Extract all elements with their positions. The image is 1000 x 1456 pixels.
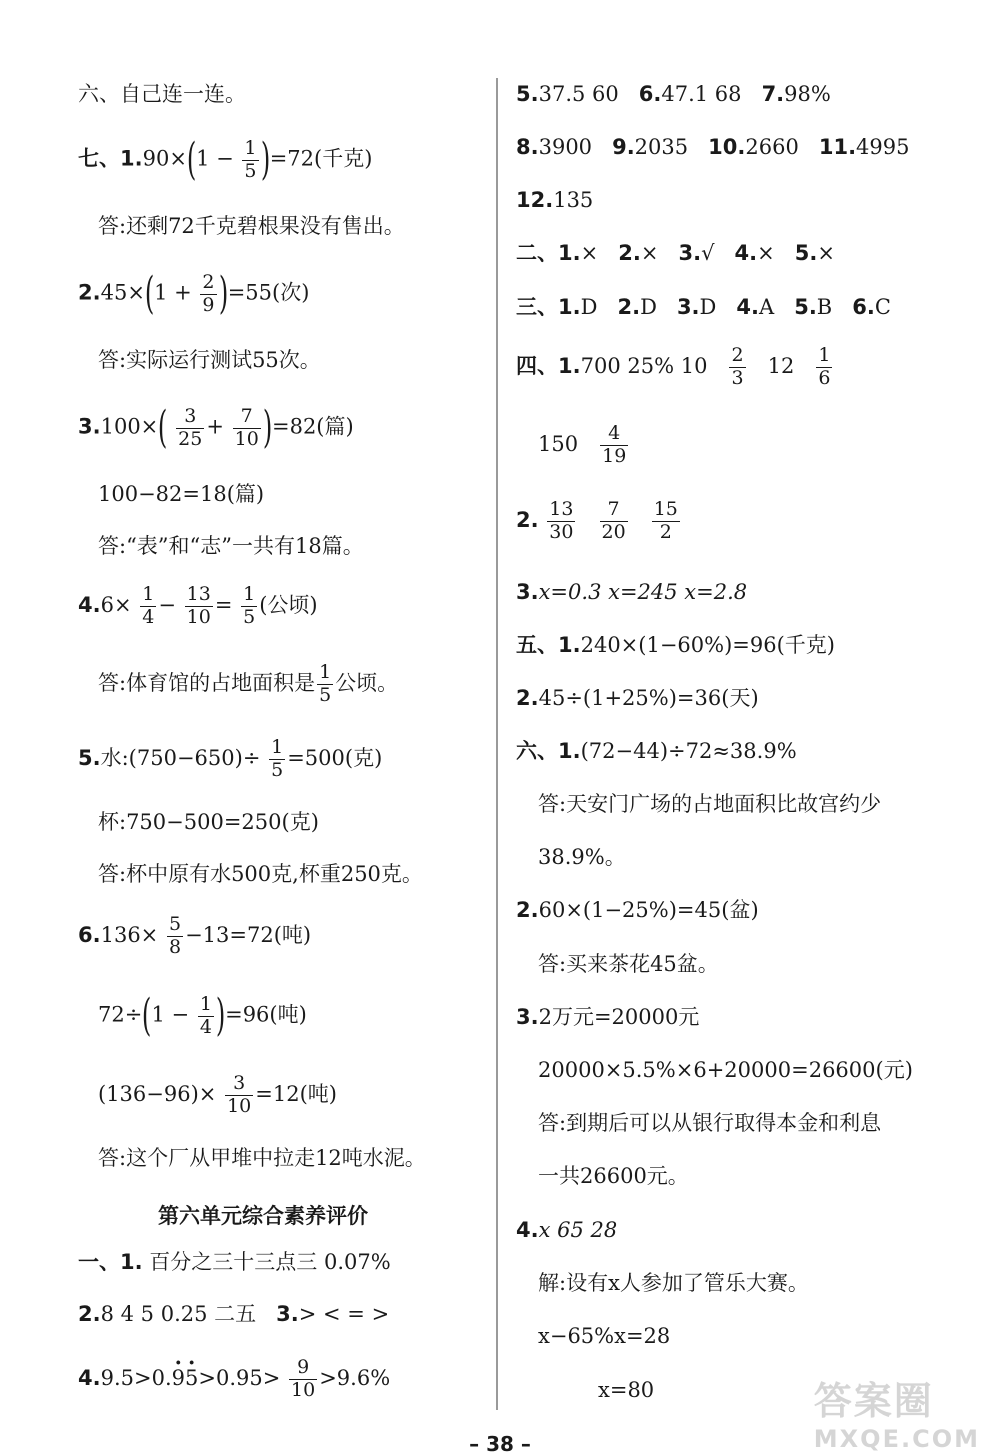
line-q7-4: 4.6× $\frac{1}{4}$ − $\frac{13}{10}$ = $\frac{1}{5}$ (公顷) bbox=[78, 583, 318, 628]
answer-q7-6: 答:这个厂从甲堆中拉走12吨水泥。 bbox=[98, 1146, 426, 1170]
line-q7-6: 6.136× $\frac{5}{8}$ −13=72(吨) bbox=[78, 913, 312, 958]
right-row-fill-1b: 150 $\frac{4}{19}$ bbox=[538, 422, 627, 467]
right-row-five-1: 五、1.240×(1−60%)=96(千克) bbox=[516, 633, 835, 657]
right-answer-six-2: 答:买来茶花45盆。 bbox=[538, 952, 719, 976]
answer-q7-3: 答:“表”和“志”一共有18篇。 bbox=[98, 534, 364, 558]
line-section-six: 六、自己连一连。 bbox=[78, 82, 246, 106]
line-q7-3-calc: 100−82=18(篇) bbox=[98, 482, 265, 506]
page-number: – 38 – bbox=[469, 1432, 531, 1456]
line-q7-3: 3.100×( $\frac{3}{25}$ + $\frac{7}{10}$ )=82(篇) bbox=[78, 402, 354, 453]
right-answer-six-3: 答:到期后可以从银行取得本金和利息 bbox=[538, 1111, 882, 1135]
right-answer-six-1: 答:天安门广场的占地面积比故宫约少 bbox=[538, 792, 882, 816]
right-row-six-3-calc: 20000×5.5%×6+20000=26600(元) bbox=[538, 1058, 913, 1082]
watermark-logo: 答案圈 MXQE.COM bbox=[813, 1379, 980, 1453]
right-row-1: 5.37.5 60 6.47.1 68 7.98% bbox=[516, 82, 831, 106]
section-title: 第六单元综合素养评价 bbox=[158, 1204, 368, 1228]
right-answer-six-3b: 一共26600元。 bbox=[538, 1164, 689, 1188]
right-answer-six-1b: 38.9%。 bbox=[538, 845, 626, 869]
right-row-six-1: 六、1.(72−44)÷72≈38.9% bbox=[516, 739, 797, 763]
line-q7-5: 5.水:(750−650)÷ $\frac{1}{5}$ =500(克) bbox=[78, 736, 383, 781]
right-row-six-4-eq: x−65%x=28 bbox=[538, 1324, 671, 1348]
line-q7-1: 七、1.90×(1 − $\frac{1}{5}$ )=72(千克) bbox=[78, 134, 373, 185]
right-row-five-2: 2.45÷(1+25%)=36(天) bbox=[516, 686, 759, 710]
line-q7-2: 2.45×(1 + $\frac{2}{9}$ )=55(次) bbox=[78, 268, 310, 319]
column-divider bbox=[496, 78, 498, 1410]
right-row-six-3: 3.2万元=20000元 bbox=[516, 1005, 700, 1029]
right-row-six-2: 2.60×(1−25%)=45(盆) bbox=[516, 898, 759, 922]
line-q7-6-step3: (136−96)× $\frac{3}{10}$ =12(吨) bbox=[98, 1072, 337, 1117]
right-row-judge: 二、1.× 2.× 3.√ 4.× 5.× bbox=[516, 241, 835, 265]
right-row-fill-2: 2. $\frac{13}{30}$ $\frac{7}{20}$ $\frac{15}{2}$ bbox=[516, 498, 678, 543]
right-row-choice: 三、1.D 2.D 3.D 4.A 5.B 6.C bbox=[516, 295, 891, 319]
line-q7-5-cup: 杯:750−500=250(克) bbox=[98, 810, 319, 834]
right-row-six-4-solve: 解:设有x人参加了管乐大赛。 bbox=[538, 1271, 809, 1295]
answer-q7-4: 答:体育馆的占地面积是 $\frac{1}{5}$ 公顷。 bbox=[98, 661, 399, 706]
answer-q7-5: 答:杯中原有水500克,杯重250克。 bbox=[98, 862, 423, 886]
right-row-2: 8.3900 9.2035 10.2660 11.4995 bbox=[516, 135, 910, 159]
right-row-six-4-result: x=80 bbox=[598, 1378, 655, 1402]
line-s6-4: 4.9.5>0.· 9· 5>0.95> $\frac{9}{10}$ >9.6% bbox=[78, 1358, 390, 1401]
line-q7-6-step2: 72÷(1 − $\frac{1}{4}$ )=96(吨) bbox=[98, 990, 307, 1041]
right-row-six-4: 4.x 65 28 bbox=[516, 1218, 618, 1242]
answer-q7-1: 答:还剩72千克碧根果没有售出。 bbox=[98, 214, 405, 238]
line-s6-1: 一、1. 百分之三十三点三 0.07% bbox=[78, 1250, 391, 1274]
line-s6-2: 2.8 4 5 0.25 二五 3.> < = > bbox=[78, 1302, 390, 1326]
right-row-fill-3: 3.x=0.3 x=245 x=2.8 bbox=[516, 580, 748, 604]
right-row-3: 12.135 bbox=[516, 188, 594, 212]
right-row-fill-1: 四、1.700 25% 10 $\frac{2}{3}$ 12 $\frac{1}{6}$ bbox=[516, 344, 831, 389]
answer-q7-2: 答:实际运行测试55次。 bbox=[98, 348, 321, 372]
